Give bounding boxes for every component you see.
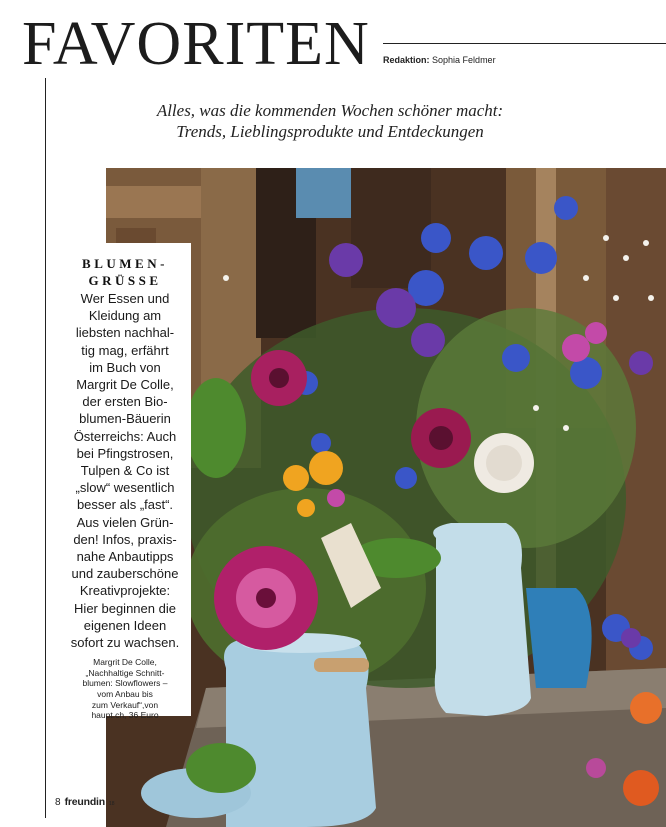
sidebar-body-line: tig mag, erfährt bbox=[81, 342, 169, 358]
sidebar-body-line: liebsten nachhal- bbox=[75, 325, 175, 341]
credit-name: Sophia Feldmer bbox=[432, 55, 496, 65]
source-line: „Nachhaltige Schnitt- bbox=[85, 667, 165, 678]
magazine-logo: freundin bbox=[64, 796, 105, 808]
editor-credit bbox=[383, 55, 496, 65]
page-footer bbox=[55, 796, 115, 808]
sidebar-body-line: eigenen Ideen bbox=[83, 617, 167, 633]
source-line: zum Verkauf“,von bbox=[91, 699, 159, 710]
sidebar-body-line: Aus vielen Grün- bbox=[76, 514, 174, 530]
sidebar-heading-line: GRÜSSE bbox=[88, 273, 162, 288]
sidebar-body-line: bei Pfingstrosen, bbox=[76, 445, 174, 461]
page-title: FAVORITEN bbox=[22, 10, 370, 78]
sidebar-body-line: und zauberschöne bbox=[71, 566, 179, 582]
sidebar-body-line: Tulpen & Co ist bbox=[80, 463, 170, 479]
sidebar-body-line: „slow“ wesentlich bbox=[75, 480, 175, 496]
title-rule bbox=[383, 43, 666, 44]
sidebar-box bbox=[59, 243, 191, 721]
intro-line-2: Trends, Lieblingsprodukte und Entdeckungen bbox=[176, 122, 484, 141]
sidebar-body-line: sofort zu wachsen. bbox=[70, 635, 180, 651]
sidebar-heading-line: BLUMEN- bbox=[82, 256, 168, 271]
source-line: Margrit De Colle, bbox=[93, 657, 157, 668]
source-line: vom Anbau bis bbox=[97, 689, 153, 700]
vertical-rule bbox=[45, 78, 46, 818]
sidebar-body-line: Österreichs: Auch bbox=[73, 428, 177, 444]
sidebar-body-line: den! Infos, praxis- bbox=[73, 531, 177, 547]
sidebar-body bbox=[59, 290, 191, 651]
source-line: haupt.ch, 36 Euro bbox=[91, 710, 159, 721]
sidebar-body-line: Margrit De Colle, bbox=[76, 377, 174, 393]
issue-number: 18 bbox=[108, 801, 115, 807]
sidebar-body-line: blumen-Bäuerin bbox=[79, 411, 171, 427]
credit-label: Redaktion: bbox=[383, 55, 430, 65]
sidebar-body-line: Hier beginnen die bbox=[74, 600, 176, 616]
sidebar-body-line: besser als „fast“. bbox=[76, 497, 174, 513]
sidebar-body-line: der ersten Bio- bbox=[82, 394, 168, 410]
book-source bbox=[59, 657, 191, 721]
source-line: blumen: Slowflowers – bbox=[82, 678, 168, 689]
sidebar-body-line: Kleidung am bbox=[88, 308, 162, 324]
sidebar-body-line: Wer Essen und bbox=[80, 291, 170, 306]
intro-line-1: Alles, was die kommenden Wochen schöner macht: bbox=[156, 101, 504, 120]
sidebar-heading bbox=[59, 255, 191, 289]
sidebar-body-line: Kreativprojekte: bbox=[79, 583, 171, 599]
sidebar-body-line: nahe Anbautipps bbox=[76, 549, 174, 565]
intro-text bbox=[100, 100, 560, 142]
page-number: 8 bbox=[55, 797, 61, 808]
sidebar-body-line: im Buch von bbox=[89, 359, 161, 375]
